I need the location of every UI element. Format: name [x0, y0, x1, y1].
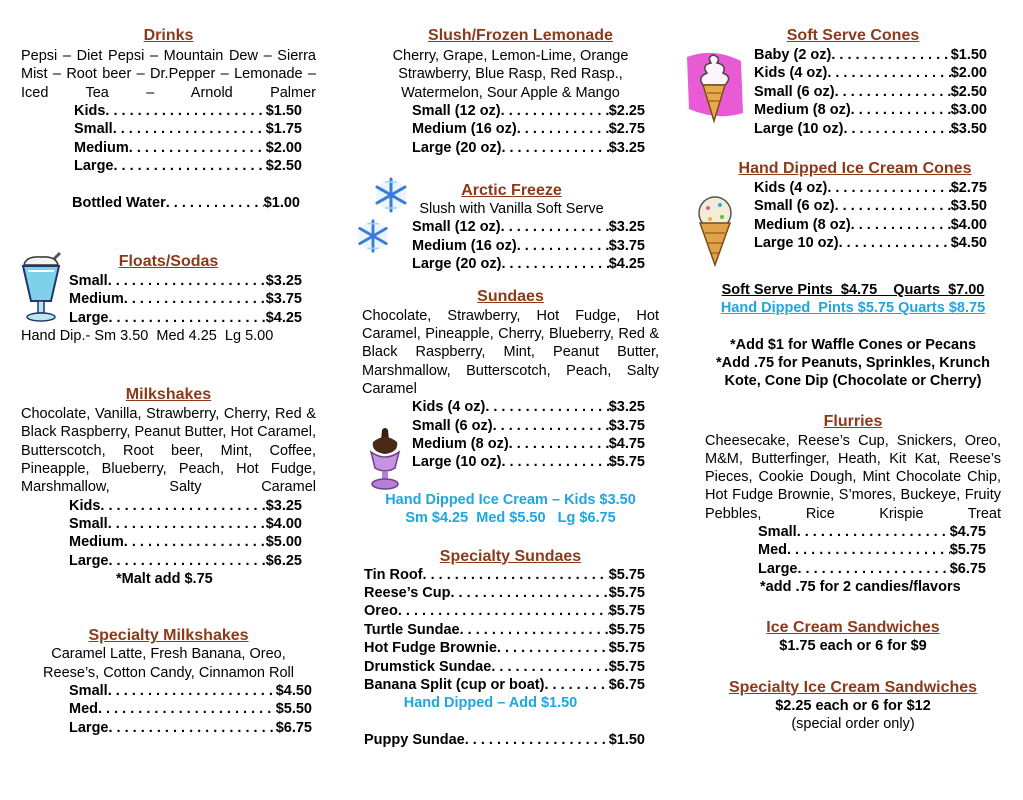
- sundaes-price-list: [412, 398, 645, 472]
- flurries-description: Cheesecake, Reese’s Cup, Snickers, Oreo, M&M, Butterfinger, Heath, Kit Kat, Reese’s Pieces, Cookie Dough, Mint Chocolate Chip, Hot Fudge Brownie, S’mores, Buckeye, Fruity Pebbles, Rice Krispie Treat: [705, 432, 1001, 522]
- price-row: Medium . . . $2.00: [74, 139, 302, 157]
- hand-dipped-pints-line: Hand Dipped Pints $5.75 Quarts $8.75: [720, 299, 986, 316]
- column-right: [705, 26, 1001, 733]
- price-row: Large . . . $6.25: [69, 552, 302, 570]
- price-row: Large . . . $6.75: [69, 719, 312, 737]
- puppy-sundae-row: Puppy Sundae . . . $1.50: [364, 731, 645, 749]
- price-row: Turtle Sundae . . . $5.75: [364, 621, 645, 639]
- price-row: Kids (4 oz) . . . $2.75: [754, 179, 987, 197]
- price-row: Small . . . $3.25: [69, 272, 302, 290]
- milkshake-glass-icon: [18, 251, 64, 325]
- price-row: Med . . . $5.75: [758, 541, 986, 559]
- hand-dipped-cones-price-list: [754, 179, 987, 253]
- price-row: Kids (4 oz) . . . $3.25: [412, 398, 645, 416]
- ice-cream-cone-icon: [694, 195, 736, 267]
- soft-serve-price-list: [754, 46, 987, 138]
- sundaes-title: Sundaes: [477, 287, 544, 305]
- column-middle: [362, 26, 659, 749]
- soft-serve-pints-line: Soft Serve Pints $4.75 Quarts $7.00: [721, 281, 985, 298]
- price-row: Oreo . . . $5.75: [364, 602, 645, 620]
- soft-serve-cone-icon: [683, 47, 747, 125]
- price-row: Baby (2 oz) . . . $1.50: [754, 46, 987, 64]
- price-row: Large (20 oz) . . . $3.25: [412, 139, 645, 157]
- price-row: Large . . . $6.75: [758, 560, 986, 578]
- floats-title: Floats/Sodas: [118, 252, 219, 270]
- drinks-price-list: [74, 102, 302, 176]
- bottled-water-row: Bottled Water . . . $1.00: [72, 194, 300, 212]
- soft-serve-title: Soft Serve Cones: [786, 27, 920, 44]
- price-row: Kids . . . $3.25: [69, 497, 302, 515]
- hand-dipped-sundae-line-2: Sm $4.25 Med $5.50 Lg $6.75: [405, 510, 616, 527]
- flurries-title: Flurries: [823, 412, 883, 430]
- price-row: Small . . . $4.00: [69, 515, 302, 533]
- milkshakes-description: Chocolate, Vanilla, Strawberry, Cherry, Red & Black Raspberry, Peanut Butter, Hot Caramel, Butterscotch, Root beer, Mint, Coffee, Pineapple, Blueberry, Peach, Hot Fudge, Marshmallow, Salty Caramel: [21, 406, 316, 496]
- price-row: Large . . . $4.25: [69, 309, 302, 327]
- price-row: Banana Split (cup or boat) . . . $6.75: [364, 676, 645, 694]
- price-row: Small (12 oz) . . . $3.25: [412, 218, 645, 236]
- price-row: Large (20 oz) . . . $4.25: [412, 255, 645, 273]
- price-row: Small . . . $4.50: [69, 682, 312, 700]
- arctic-freeze-title: Arctic Freeze: [461, 182, 562, 200]
- price-row: Large (10 oz) . . . $3.50: [754, 120, 987, 138]
- price-row: Medium (16 oz) . . . $2.75: [412, 120, 645, 138]
- flurries-price-list: [758, 523, 986, 578]
- price-row: Large (10 oz) . . . $5.75: [412, 453, 645, 471]
- price-row: Small (6 oz) . . . $2.50: [754, 83, 987, 101]
- ice-cream-sandwiches-price: $1.75 each or 6 for $9: [779, 638, 927, 655]
- sundae-icon: [365, 426, 405, 494]
- malt-note: *Malt add $.75: [116, 571, 213, 588]
- slush-description: Cherry, Grape, Lemon-Lime, Orange Strawberry, Blue Rasp, Red Rasp., Watermelon, Sour Apple & Mango: [392, 48, 629, 101]
- price-row: Small . . . $4.75: [758, 523, 986, 541]
- price-row: Medium . . . $3.75: [69, 290, 302, 308]
- specialty-milkshakes-description: Caramel Latte, Fresh Banana, Oreo, Reese’s, Cotton Candy, Cinnamon Roll: [43, 646, 294, 681]
- drinks-description: Pepsi – Diet Pepsi – Mountain Dew – Sierra Mist – Root beer – Dr.Pepper – Lemonade – Iced Tea – Arnold Palmer: [21, 48, 316, 101]
- slush-title: Slush/Frozen Lemonade: [428, 27, 613, 44]
- price-row: Hot Fudge Brownie . . . $5.75: [364, 639, 645, 657]
- arctic-price-list: [412, 218, 645, 273]
- specialty-sandwiches-price: $2.25 each or 6 for $12: [775, 697, 931, 714]
- milkshakes-title: Milkshakes: [125, 386, 212, 404]
- snowflake-icon: [355, 218, 391, 254]
- price-row: Medium (16 oz) . . . $3.75: [412, 237, 645, 255]
- hand-dipped-cones-title: Hand Dipped Ice Cream Cones: [738, 160, 972, 178]
- price-row: Tin Roof . . . $5.75: [364, 566, 645, 584]
- specialty-sundaes-title: Specialty Sundaes: [439, 547, 582, 565]
- price-row: Med . . . $5.50: [69, 700, 312, 718]
- price-row: Medium (8 oz) . . . $4.75: [412, 435, 645, 453]
- price-row: Medium (8 oz) . . . $4.00: [754, 216, 987, 234]
- sundaes-description: Chocolate, Strawberry, Hot Fudge, Hot Caramel, Pineapple, Cherry, Blueberry, Red & Black Raspberry, Mint, Peanut Butter, Marshmallow, Butterscotch, Peach, Salty Caramel: [362, 307, 659, 397]
- price-row: Small (6 oz) . . . $3.50: [754, 197, 987, 215]
- price-row: Large . . . $2.50: [74, 157, 302, 175]
- price-row: Medium . . . $5.00: [69, 533, 302, 551]
- column-left: [21, 26, 316, 737]
- price-row: Medium (8 oz) . . . $3.00: [754, 101, 987, 119]
- floats-hand-dip-note: Hand Dip.- Sm 3.50 Med 4.25 Lg 5.00: [21, 328, 274, 345]
- floats-price-list: [69, 272, 302, 327]
- price-row: Drumstick Sundae . . . $5.75: [364, 658, 645, 676]
- hand-dipped-add-note: Hand Dipped – Add $1.50: [403, 695, 578, 712]
- price-row: Large 10 oz) . . . $4.50: [754, 234, 987, 252]
- specialty-milkshakes-price-list: [69, 682, 312, 737]
- specialty-milkshakes-title: Specialty Milkshakes: [88, 627, 249, 645]
- price-row: Small (6 oz) . . . $3.75: [412, 417, 645, 435]
- waffle-cone-addon: *Add $1 for Waffle Cones or Pecans: [729, 336, 977, 353]
- ice-cream-sandwiches-title: Ice Cream Sandwiches: [766, 619, 940, 637]
- price-row: Small . . . $1.75: [74, 120, 302, 138]
- arctic-freeze-description: Slush with Vanilla Soft Serve: [419, 201, 604, 218]
- drinks-title: Drinks: [143, 27, 194, 44]
- topping-addon: *Add .75 for Peanuts, Sprinkles, Krunch Kote, Cone Dip (Chocolate or Cherry): [716, 354, 990, 390]
- specialty-sandwiches-title: Specialty Ice Cream Sandwiches: [728, 678, 978, 696]
- slush-price-list: [412, 102, 645, 157]
- price-row: Kids (4 oz) . . . $2.00: [754, 64, 987, 82]
- special-order-note: (special order only): [791, 715, 915, 732]
- flurries-note: *add .75 for 2 candies/flavors: [760, 579, 961, 596]
- specialty-sundaes-price-list: [364, 566, 645, 695]
- price-row: Reese’s Cup . . . $5.75: [364, 584, 645, 602]
- price-row: Kids . . . $1.50: [74, 102, 302, 120]
- snowflake-icon: [372, 176, 410, 214]
- price-row: Small (12 oz) . . . $2.25: [412, 102, 645, 120]
- milkshakes-price-list: [69, 497, 302, 571]
- hand-dipped-sundae-line-1: Hand Dipped Ice Cream – Kids $3.50: [385, 491, 636, 508]
